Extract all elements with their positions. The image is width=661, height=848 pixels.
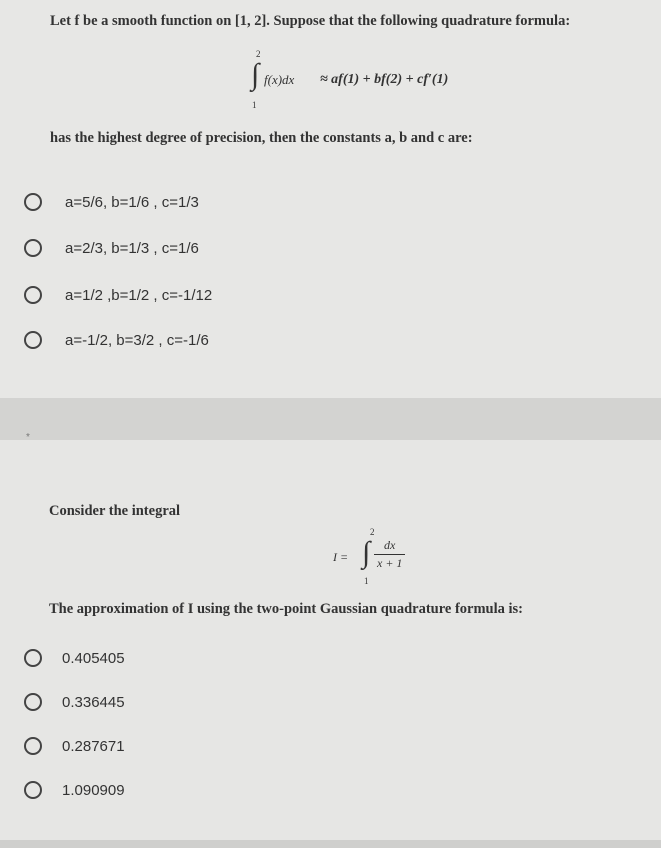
radio-button[interactable]	[24, 193, 42, 211]
option-label: a=2/3, b=1/3 , c=1/6	[65, 239, 199, 257]
question-2-prompt: Consider the integral	[49, 503, 181, 519]
option-label: a=5/6, b=1/6 , c=1/3	[65, 193, 199, 211]
card-separator	[0, 398, 661, 440]
numerator: dx	[384, 538, 396, 552]
lower-limit: 1	[364, 576, 369, 586]
radio-button[interactable]	[24, 737, 42, 755]
fraction-bar	[374, 554, 405, 555]
radio-button[interactable]	[24, 693, 42, 711]
card-separator-bottom	[0, 840, 661, 848]
q1-option-1[interactable]	[24, 193, 199, 211]
integrand-fraction	[374, 538, 405, 571]
question-1-followup: has the highest degree of precision, then the constants a, b and c are:	[50, 130, 473, 146]
integral-sign: ∫	[362, 536, 371, 569]
q2-option-4[interactable]	[24, 781, 125, 799]
q1-option-3[interactable]	[24, 286, 212, 304]
q1-option-4[interactable]	[24, 331, 209, 349]
q2-option-3[interactable]	[24, 737, 125, 755]
question-card-2	[0, 440, 661, 840]
radio-button[interactable]	[24, 286, 42, 304]
option-label: 0.405405	[62, 649, 125, 667]
option-label: a=-1/2, b=3/2 , c=-1/6	[65, 331, 209, 349]
upper-limit: 2	[370, 527, 375, 537]
q2-option-2[interactable]	[24, 693, 125, 711]
integral-sign: ∫	[251, 58, 260, 91]
q2-option-1[interactable]	[24, 649, 125, 667]
integrand: f(x)dx	[264, 72, 295, 87]
option-label: a=1/2 ,b=1/2 , c=-1/12	[65, 286, 213, 304]
lower-limit: 1	[252, 100, 257, 110]
question-2-followup: The approximation of I using the two-point Gaussian quadrature formula is:	[49, 601, 524, 617]
integral-lhs: I =	[333, 550, 349, 564]
radio-button[interactable]	[24, 239, 42, 257]
radio-button[interactable]	[24, 781, 42, 799]
option-label: 0.287671	[62, 737, 125, 755]
radio-button[interactable]	[24, 649, 42, 667]
question-1-prompt: Let f be a smooth function on [1, 2]. Suppose that the following quadrature formula:	[50, 13, 571, 29]
radio-button[interactable]	[24, 331, 42, 349]
upper-limit: 2	[256, 49, 261, 59]
option-label: 0.336445	[62, 693, 125, 711]
denominator: x + 1	[377, 556, 403, 570]
required-marker: *	[26, 432, 30, 443]
option-label: 1.090909	[62, 781, 125, 799]
quadrature-rhs: ≈ af(1) + bf(2) + cf′(1)	[320, 72, 449, 87]
q1-option-2[interactable]	[24, 239, 199, 257]
